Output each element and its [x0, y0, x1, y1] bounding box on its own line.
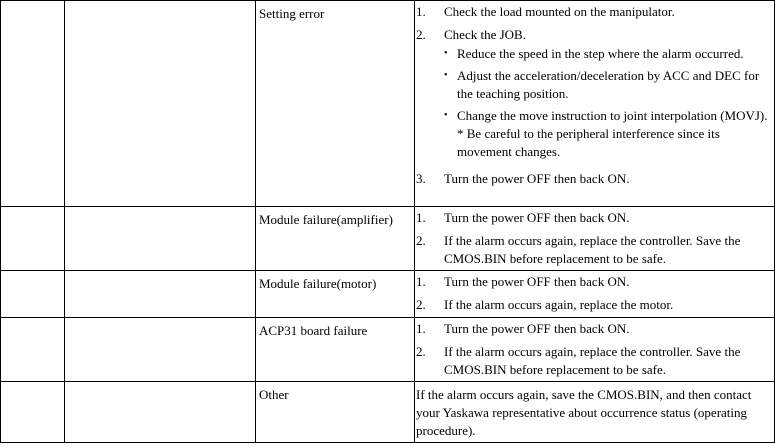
alarm-number-cell: [1, 207, 65, 271]
cause-cell: Setting error: [256, 1, 415, 207]
step-text: Turn the power OFF then back ON.: [444, 274, 630, 289]
alarm-name-cell: [65, 207, 256, 271]
bullet-note: * Be careful to the peripheral interference since its movement changes.: [457, 126, 720, 159]
table-row: [1, 207, 775, 271]
table-row: [1, 1, 775, 207]
bullet-item: [444, 107, 771, 161]
remedy-cell: [415, 271, 775, 318]
cause-cell: ACP31 board failure: [256, 318, 415, 382]
alarm-number-cell: [1, 271, 65, 318]
remedy-cell: [415, 318, 775, 382]
step-text: Turn the power OFF then back ON.: [444, 321, 630, 336]
bullet-icon: •: [444, 48, 448, 59]
step-text: If the alarm occurs again, replace the motor.: [444, 297, 674, 312]
table-row: [1, 382, 775, 443]
remedy-cell: [415, 1, 775, 207]
remedy-step: [416, 26, 771, 165]
table-row: [1, 318, 775, 382]
remedy-text: If the alarm occurs again, save the CMOS.BIN, and then contact your Yaskawa representative about occurrence status (operating procedure).: [416, 387, 752, 438]
step-number: 3.: [416, 171, 426, 186]
table-row: [1, 271, 775, 318]
alarm-number-cell: [1, 318, 65, 382]
step-number: 2.: [416, 344, 426, 359]
alarm-number-cell: [1, 1, 65, 207]
bullet-icon: •: [444, 70, 448, 81]
remedy-step: [416, 3, 771, 21]
step-number: 1.: [416, 321, 426, 336]
remedy-cell: [415, 382, 775, 443]
remedy-step: [416, 209, 771, 227]
alarm-name-cell: [65, 271, 256, 318]
bullet-item: [444, 67, 771, 103]
step-text: Check the load mounted on the manipulator.: [444, 4, 675, 19]
step-text: If the alarm occurs again, replace the controller. Save the CMOS.BIN before replacement to be safe.: [444, 344, 741, 377]
bullet-text: Reduce the speed in the step where the alarm occurred.: [457, 46, 744, 61]
step-text: Turn the power OFF then back ON.: [444, 171, 630, 186]
remedy-step: [416, 170, 771, 188]
remedy-step: [416, 232, 771, 268]
cause-cell: Other: [256, 382, 415, 443]
step-number: 2.: [416, 27, 426, 42]
alarm-name-cell: [65, 382, 256, 443]
step-text: Check the JOB.: [444, 27, 526, 42]
bullet-text: Adjust the acceleration/deceleration by ACC and DEC for the teaching position.: [457, 68, 760, 101]
step-text: Turn the power OFF then back ON.: [444, 210, 630, 225]
step-number: 1.: [416, 210, 426, 225]
bullet-icon: •: [444, 110, 448, 121]
alarm-number-cell: [1, 382, 65, 443]
alarm-name-cell: [65, 1, 256, 207]
remedy-step: [416, 320, 771, 338]
bullet-text: Change the move instruction to joint interpolation (MOVJ).: [457, 108, 768, 123]
cause-cell: Module failure(motor): [256, 271, 415, 318]
step-number: 1.: [416, 274, 426, 289]
step-number: 2.: [416, 297, 426, 312]
cause-cell: Module failure(amplifier): [256, 207, 415, 271]
remedy-step: [416, 296, 771, 314]
step-text: If the alarm occurs again, replace the controller. Save the CMOS.BIN before replacement to be safe.: [444, 233, 741, 266]
remedy-step: [416, 273, 771, 291]
remedy-cell: [415, 207, 775, 271]
remedy-step: [416, 343, 771, 379]
bullet-list: [444, 45, 771, 161]
alarm-name-cell: [65, 318, 256, 382]
step-number: 1.: [416, 4, 426, 19]
bullet-item: [444, 45, 771, 63]
step-number: 2.: [416, 233, 426, 248]
